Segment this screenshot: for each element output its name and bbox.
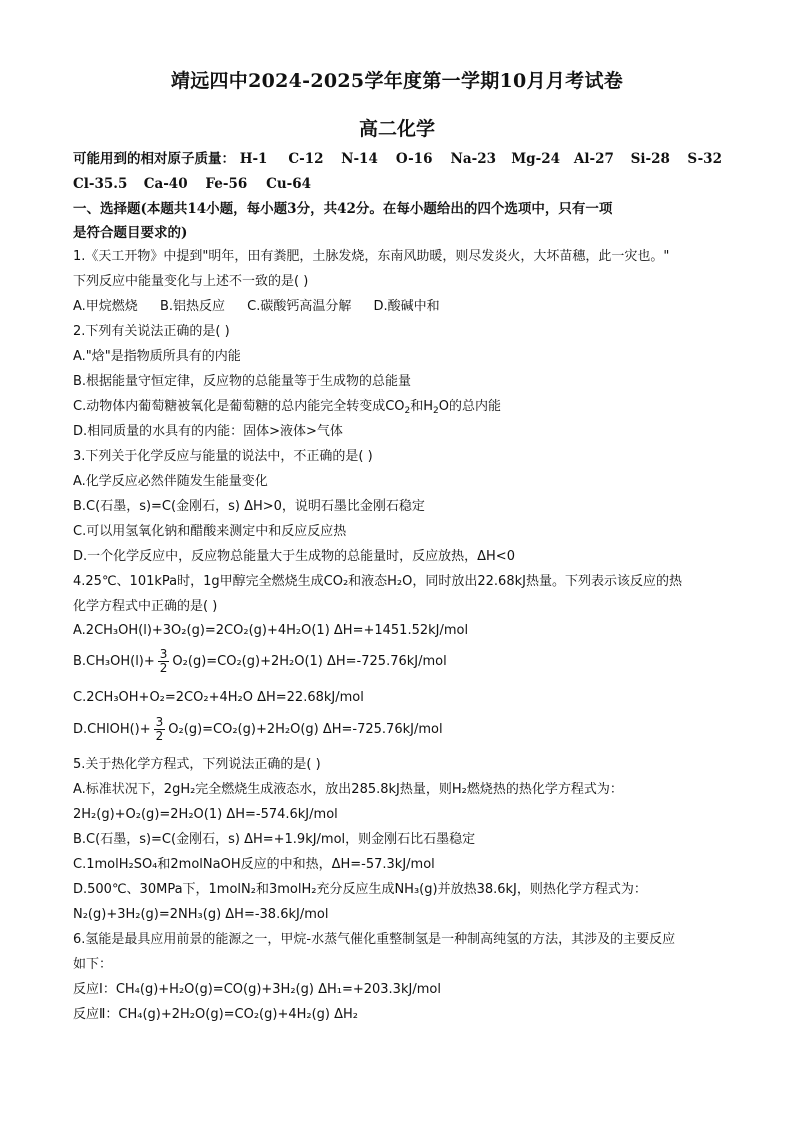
atomic-masses-line-1 — [73, 150, 722, 168]
mass-si: Si-28 — [630, 151, 670, 167]
three-halves-fraction — [154, 716, 166, 743]
mass-h: H-1 — [239, 151, 268, 167]
fraction-numerator: 3 — [159, 647, 168, 661]
section-heading-line-1: 一、选择题(本题共14小题，每小题3分，共42分。在每小题给出的四个选项中，只有一项 — [73, 201, 613, 217]
exam-title: 靖远四中2024-2025学年度第一学期10月月考试卷 — [170, 70, 624, 92]
q3-stem: 3.下列关于化学反应与能量的说法中，不正确的是( ) — [73, 449, 373, 464]
mass-al: Al-27 — [573, 151, 614, 167]
q4-stem-line-2: 化学方程式中正确的是( ) — [73, 599, 218, 614]
q5-option-d-line-2: N₂(g)+3H₂(g)=2NH₃(g) ΔH=-38.6kJ/mol — [73, 907, 329, 922]
atomic-masses-line-2 — [73, 175, 311, 193]
mass-o: O-16 — [395, 151, 433, 167]
q5-option-d-line-1: D.500℃、30MPa下，1molN₂和3molH₂充分反应生成NH₃(g)并放热38.6kJ，则热化学方程式为： — [73, 882, 647, 897]
q4-option-c: C.2CH₃OH+O₂=2CO₂+4H₂O ΔH=22.68kJ/mol — [73, 690, 364, 705]
q4-option-d-pre: D.CHlOH()+ — [73, 722, 151, 737]
mass-fe: Fe-56 — [205, 176, 248, 192]
q4-option-d-post: O₂(g)=CO₂(g)+2H₂O(g) ΔH=-725.76kJ/mol — [168, 722, 443, 737]
q1-option-b: B.铝热反应 — [159, 299, 226, 314]
three-halves-fraction — [158, 648, 170, 675]
q2-option-c-pre: C.动物体内葡萄糖被氧化是葡萄糖的总内能完全转变成CO — [73, 399, 405, 414]
q6-reaction-1: 反应Ⅰ：CH₄(g)+H₂O(g)=CO(g)+3H₂(g) ΔH₁=+203.3kJ/mol — [73, 982, 441, 997]
q2-option-b: B.根据能量守恒定律，反应物的总能量等于生成物的总能量 — [73, 374, 412, 389]
q4-option-b — [73, 644, 447, 680]
q5-option-c: C.1molH₂SO₄和2molNaOH反应的中和热，ΔH=-57.3kJ/mol — [73, 857, 435, 872]
exam-subject: 高二化学 — [358, 118, 435, 140]
q6-reaction-2: 反应Ⅱ：CH₄(g)+2H₂O(g)=CO₂(g)+4H₂(g) ΔH₂ — [73, 1007, 359, 1022]
q3-option-b: B.C(石墨，s)=C(金刚石，s) ΔH>0，说明石墨比金刚石稳定 — [73, 499, 425, 514]
mass-c: C-12 — [288, 151, 324, 167]
mass-s: S-32 — [687, 151, 722, 167]
mass-ca: Ca-40 — [143, 176, 188, 192]
fraction-numerator: 3 — [155, 715, 164, 729]
q3-option-a: A.化学反应必然伴随发生能量变化 — [73, 474, 268, 489]
mass-na: Na-23 — [450, 151, 496, 167]
fraction-denominator: 2 — [159, 661, 168, 675]
mass-cu: Cu-64 — [266, 176, 312, 192]
q5-option-a-line-2: 2H₂(g)+O₂(g)=2H₂O(1) ΔH=-574.6kJ/mol — [73, 807, 338, 822]
q6-stem-line-1: 6.氢能是最具应用前景的能源之一，甲烷-水蒸气催化重整制氢是一种制高纯氢的方法，其涉及的主要反应 — [73, 932, 676, 947]
q1-options — [73, 298, 458, 316]
mass-cl: Cl-35.5 — [73, 176, 128, 192]
q5-option-b: B.C(石墨，s)=C(金刚石，s) ΔH=+1.9kJ/mol，则金刚石比石墨稳定 — [73, 832, 476, 847]
fraction-denominator: 2 — [155, 729, 164, 743]
q1-option-c: C.碳酸钙高温分解 — [247, 299, 352, 314]
q4-option-d — [73, 712, 443, 748]
q6-stem-line-2: 如下： — [73, 957, 113, 972]
q2-option-c-mid: 和H — [410, 399, 434, 414]
atomic-masses-label: 可能用到的相对原子质量： — [73, 151, 235, 167]
q4-option-b-post: O₂(g)=CO₂(g)+2H₂O(1) ΔH=-725.76kJ/mol — [172, 654, 447, 669]
q3-option-c: C.可以用氢氧化钠和醋酸来测定中和反应反应热 — [73, 524, 347, 539]
q1-option-d: D.酸碱中和 — [373, 299, 440, 314]
q2-option-d: D.相同质量的水具有的内能：固体>液体>气体 — [73, 424, 343, 439]
q1-stem-line-2: 下列反应中能量变化与上述不一致的是( ) — [73, 274, 309, 289]
q1-stem-line-1: 1.《天工开物》中提到"明年，田有粪肥，土脉发烧，东南风助暖，则尽发炎火，大坏苗穗，此一灾也。" — [73, 249, 670, 264]
mass-mg: Mg-24 — [511, 151, 560, 167]
q2-option-a: A."焓"是指物质所具有的内能 — [73, 349, 241, 364]
q5-stem: 5.关于热化学方程式，下列说法正确的是( ) — [73, 757, 321, 772]
q3-option-d: D.一个化学反应中，反应物总能量大于生成物的总能量时，反应放热，ΔH<0 — [73, 549, 515, 564]
q2-option-c-post: O的总内能 — [438, 399, 502, 414]
q4-option-b-pre: B.CH₃OH(l)+ — [73, 654, 155, 669]
q4-option-a: A.2CH₃OH(l)+3O₂(g)=2CO₂(g)+4H₂O(1) ΔH=+1451.52kJ/mol — [73, 623, 469, 638]
mass-n: N-14 — [341, 151, 378, 167]
q5-option-a-line-1: A.标准状况下，2gH₂完全燃烧生成液态水，放出285.8kJ热量，则H₂燃烧热的热化学方程式为： — [73, 782, 623, 797]
section-heading-line-2: 是符合题目要求的) — [73, 225, 188, 241]
q2-stem: 2.下列有关说法正确的是( ) — [73, 324, 230, 339]
q1-option-a: A.甲烷燃烧 — [73, 299, 138, 314]
q4-stem-line-1: 4.25℃、101kPa时，1g甲醇完全燃烧生成CO₂和液态H₂O，同时放出22.68kJ热量。下列表示该反应的热 — [73, 574, 682, 589]
q2-option-c: C.动物体内葡萄糖被氧化是葡萄糖的总内能完全转变成$CO_2$和$H_2O$的总内能 — [73, 399, 502, 416]
